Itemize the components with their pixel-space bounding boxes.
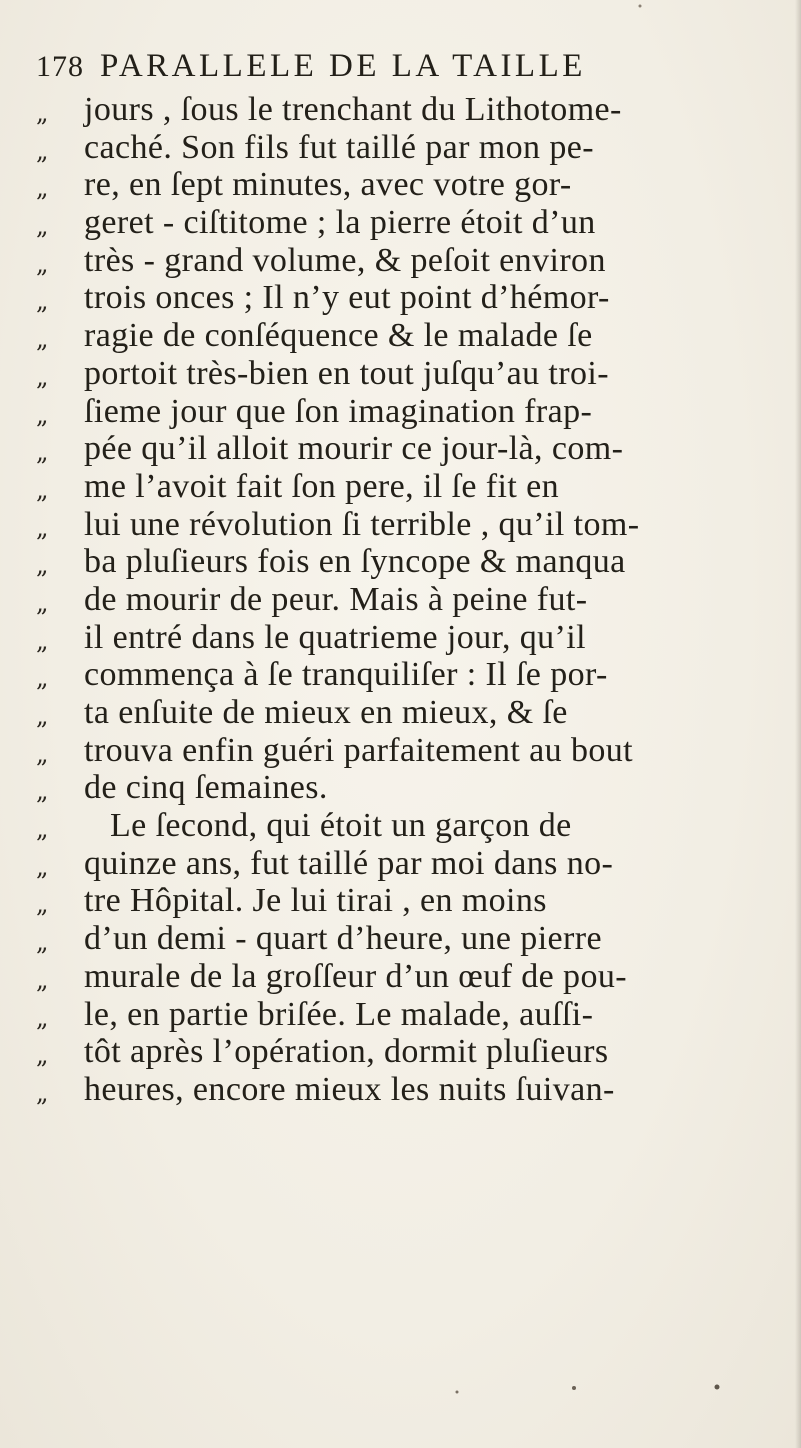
line-text: ba pluſieurs fois en ſyncope & manqua	[84, 543, 626, 581]
line-text: re, en ſept minutes, avec votre gor-	[84, 166, 572, 204]
running-title: PARALLELE DE LA TAILLE	[100, 48, 586, 84]
quotation-mark: „	[36, 852, 46, 881]
line-text: ſieme jour que ſon imagination frap-	[84, 392, 593, 430]
line-text: trois onces ; Il n’y eut point d’hémor-	[84, 279, 610, 317]
quotation-mark: „	[36, 928, 46, 957]
quotation-mark: „	[36, 513, 46, 542]
quotation-mark: „	[36, 664, 46, 693]
line-text: ta enſuite de mieux en mieux, & ſe	[84, 694, 568, 731]
quotation-mark: „	[36, 739, 46, 768]
quotation-mark: „	[36, 1003, 46, 1032]
quotation-mark: „	[36, 475, 46, 504]
speck	[572, 1386, 576, 1390]
line-text: tre Hôpital. Je lui tirai , en moins	[84, 882, 547, 920]
quotation-mark: „	[36, 777, 46, 806]
line-text: d’un demi - quart d’heure, une pierre	[84, 920, 602, 958]
quotation-mark: „	[36, 212, 46, 241]
line-text: ragie de conſéquence & le malade ſe	[84, 317, 593, 355]
page-number: 178	[36, 50, 84, 83]
line-text: lui une révolution ſi terrible , qu’il tom-	[84, 505, 640, 543]
quotation-mark: „	[36, 325, 46, 354]
line-text: me l’avoit fait ſon pere, il ſe fit en	[84, 467, 559, 505]
line-text: de mourir de peur. Mais à peine fut-	[84, 580, 588, 618]
quotation-mark: „	[36, 702, 46, 730]
quotation-mark: „	[36, 249, 46, 278]
line-text: heures, encore mieux les nuits ſuivan-	[84, 1070, 615, 1108]
quotation-mark: „	[36, 890, 46, 919]
quotation-mark: „	[36, 626, 46, 655]
speck	[456, 1391, 459, 1394]
line-text: jours , ſous le trenchant du Lithotome-	[84, 91, 622, 128]
line-text: geret - ciſtitome ; la pierre étoit d’un	[84, 204, 596, 242]
quotation-mark: „	[36, 99, 46, 127]
line-text: pée qu’il alloit mourir ce jour-là, com-	[84, 430, 624, 468]
quotation-mark: „	[36, 174, 46, 203]
line-text: commença à ſe tranquiliſer : Il ſe por-	[84, 656, 608, 694]
speck	[715, 1385, 720, 1390]
quotation-mark: „	[36, 136, 46, 165]
line-text: trouva enfin guéri parfaitement au bout	[84, 731, 634, 769]
line-text: de cinq ſemaines.	[84, 769, 328, 807]
quotation-mark: „	[36, 815, 46, 844]
line-text: caché. Son fils fut taillé par mon pe-	[84, 128, 594, 166]
quotation-mark: „	[36, 438, 46, 467]
line-text: le, en partie briſée. Le malade, auſſi-	[84, 995, 594, 1033]
quotation-mark: „	[36, 1078, 46, 1107]
line-text: murale de la groſſeur d’un œuf de pou-	[84, 957, 627, 995]
line-text: Le ſecond, qui étoit un garçon de	[110, 807, 572, 845]
speck	[639, 5, 642, 8]
line-text: il entré dans le quatrieme jour, qu’il	[84, 618, 586, 656]
quotation-mark: „	[36, 965, 46, 994]
line-text: quinze ans, fut taillé par moi dans no-	[84, 844, 614, 882]
quotation-mark: „	[36, 400, 46, 429]
quotation-mark: „	[36, 551, 46, 580]
line-text: très - grand volume, & peſoit environ	[84, 241, 606, 279]
line-text: tôt après l’opération, dormit pluſieurs	[84, 1033, 609, 1071]
quotation-mark: „	[36, 362, 46, 391]
quotation-mark: „	[36, 588, 46, 617]
quotation-mark: „	[36, 1041, 46, 1070]
line-text: portoit très-bien en tout juſqu’au troi-	[84, 354, 609, 392]
quotation-mark: „	[36, 287, 46, 316]
